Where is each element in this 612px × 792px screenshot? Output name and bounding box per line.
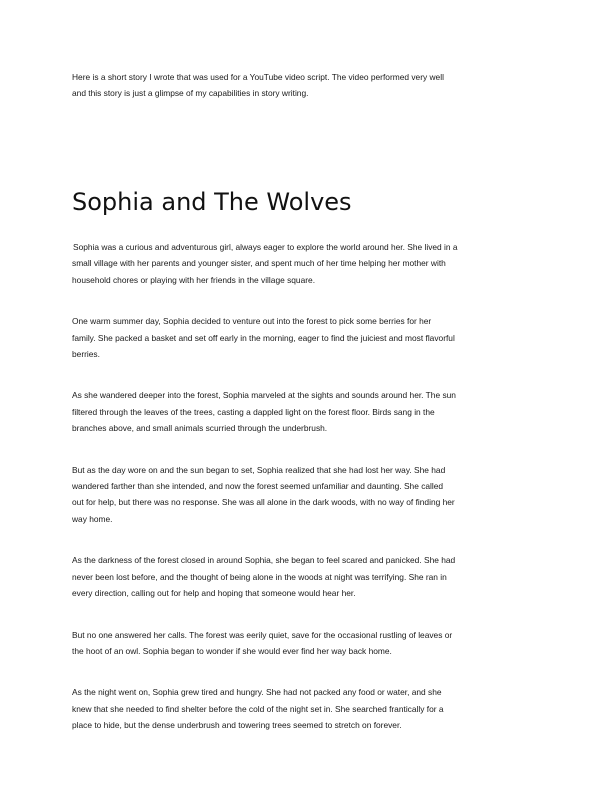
story-paragraph: As the darkness of the forest closed in around Sophia, she began to feel scared and panicked. She had never been lost before, and the thought of being alone in the woods at night was terrifying. She ran in every direction, calling out for help and hoping that someone would hear her. — [72, 555, 456, 599]
story-paragraph: But as the day wore on and the sun began to set, Sophia realized that she had lost her way. She had wandered farther than she intended, and now the forest seemed unfamiliar and daunting. She called out for help, but there was no response. She was all alone in the dark woods, with no way of finding her way home. — [72, 464, 455, 524]
story-body — [72, 239, 542, 734]
intro-note: Here is a short story I wrote that was used for a YouTube video script. The video performed very well and this story is just a glimpse of my capabilities in story writing. — [72, 72, 444, 98]
story-paragraph: One warm summer day, Sophia decided to venture out into the forest to pick some berries for her family. She packed a basket and set off early in the morning, eager to find the juiciest and most flavorful berries. — [72, 316, 455, 360]
document-page — [72, 70, 542, 734]
story-paragraph: As the night went on, Sophia grew tired and hungry. She had not packed any food or water, and she knew that she needed to find shelter before the cold of the night set in. She searched frantically for a place to hide, but the dense underbrush and towering trees seemed to stretch on forever. — [72, 687, 444, 731]
story-paragraph: But no one answered her calls. The forest was eerily quiet, save for the occasional rustling of leaves or the hoot of an owl. Sophia began to wonder if she would ever find her way back home. — [72, 629, 453, 656]
story-title: Sophia and The Wolves — [72, 188, 352, 216]
story-paragraph: Sophia was a curious and adventurous girl, always eager to explore the world around her. She lived in a small village with her parents and younger sister, and spent much of her time helping her mother with household chores or playing with her friends in the village square. — [72, 242, 458, 285]
story-paragraph: As she wandered deeper into the forest, Sophia marveled at the sights and sounds around her. The sun filtered through the leaves of the trees, casting a dappled light on the forest floor. Birds sang in the branches above, and small animals scurried through the underbrush. — [72, 390, 456, 434]
